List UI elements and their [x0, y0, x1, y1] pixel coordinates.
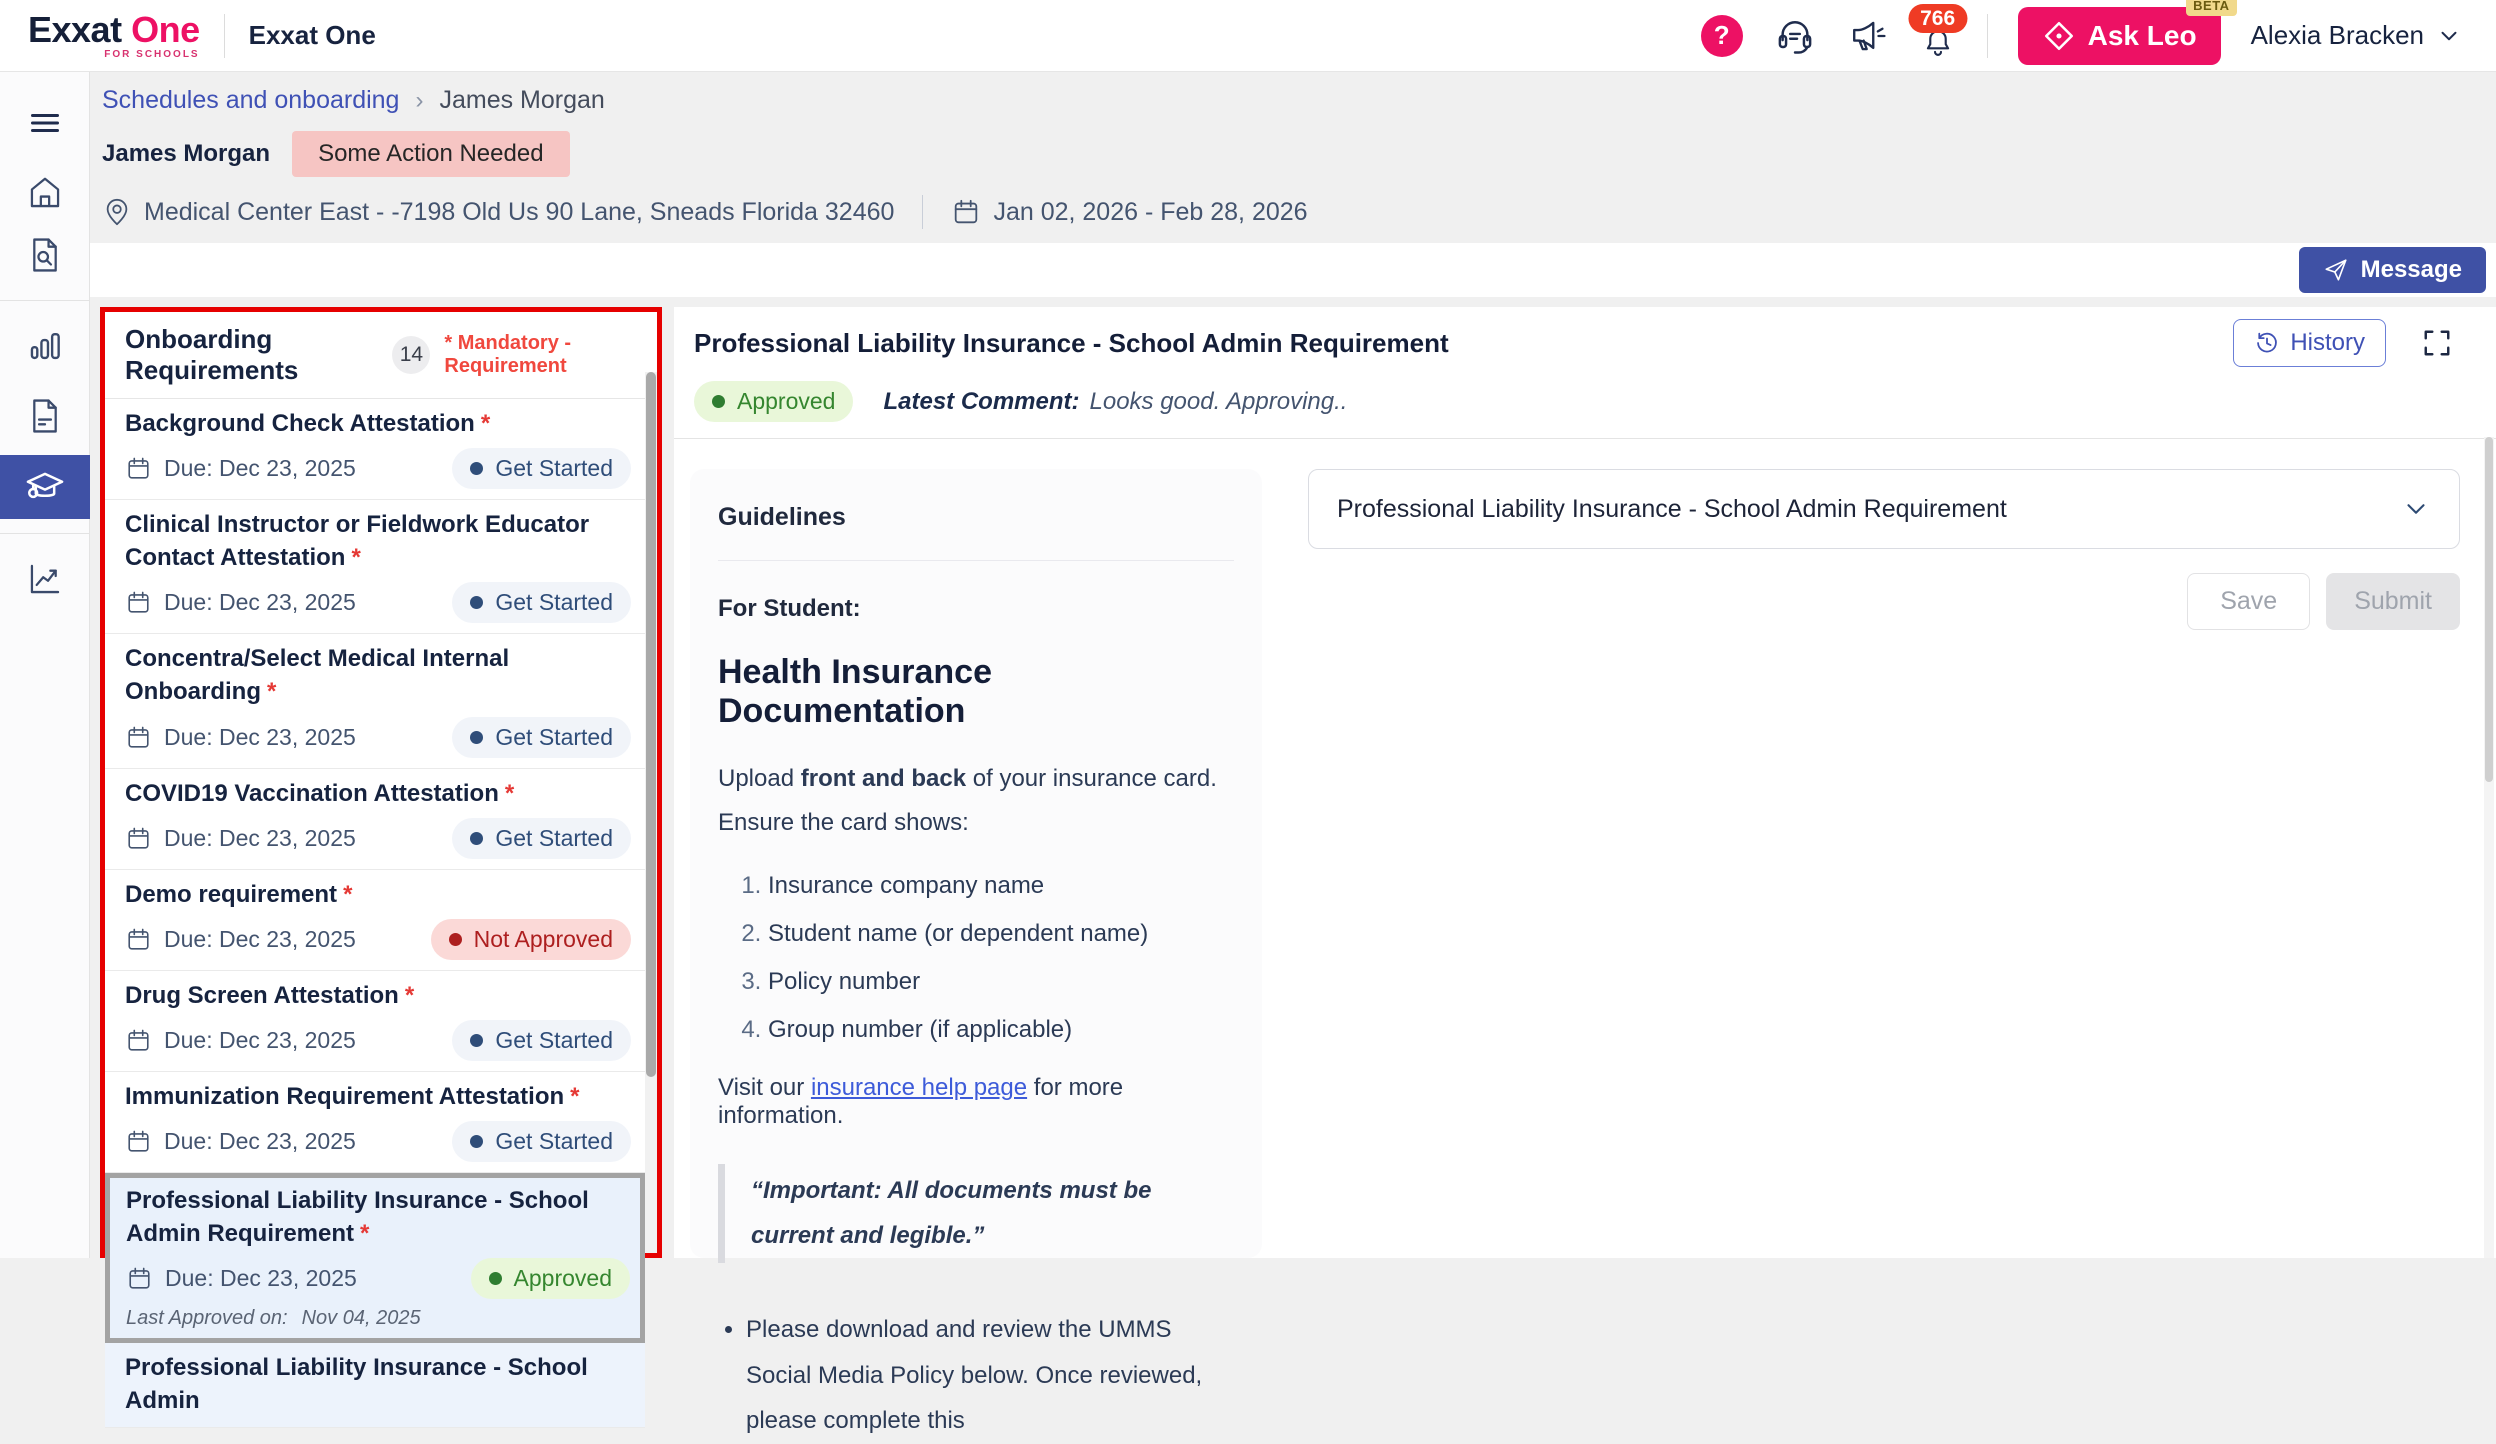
nav-reports-icon[interactable]	[0, 548, 90, 610]
mandatory-asterisk: *	[504, 779, 515, 807]
save-button[interactable]: Save	[2187, 573, 2310, 630]
due-row	[125, 1020, 631, 1061]
history-icon	[2254, 330, 2280, 356]
calendar-icon	[125, 926, 152, 953]
message-bar	[90, 243, 2496, 297]
user-name: Alexia Bracken	[2250, 20, 2424, 50]
requirements-count-badge: 14	[392, 336, 430, 374]
chevron-down-icon	[2401, 494, 2431, 524]
detail-scrollbar[interactable]	[2484, 437, 2494, 1258]
status-badge	[452, 818, 631, 859]
status-badge	[452, 1121, 631, 1162]
ask-leo-logo-icon	[2042, 19, 2076, 53]
message-button[interactable]: Message	[2299, 247, 2486, 293]
checklist-item: 1. Insurance company name	[768, 872, 1228, 900]
requirement-list-item[interactable]	[105, 1173, 645, 1343]
requirements-scrollbar[interactable]	[645, 372, 657, 1253]
mandatory-asterisk: *	[570, 1082, 580, 1110]
due-date: Due: Dec 23, 2025	[164, 925, 356, 952]
breadcrumb	[90, 72, 2496, 121]
detail-status-badge: Approved	[694, 381, 853, 422]
meta-divider	[922, 195, 923, 229]
status-label: Get Started	[495, 723, 613, 750]
breadcrumb-separator: ›	[415, 86, 424, 114]
status-label: Get Started	[495, 455, 613, 482]
logo-one: One	[131, 8, 200, 50]
rail-divider	[0, 533, 90, 534]
scrollbar-thumb[interactable]	[2485, 437, 2493, 782]
requirement-title: Professional Liability Insurance - School Admin	[125, 1354, 588, 1415]
status-label: Get Started	[495, 1127, 613, 1154]
calendar-icon	[951, 197, 981, 227]
requirement-list-item[interactable]	[105, 500, 645, 634]
guidelines-checklist	[768, 872, 1228, 1044]
guidelines-quote: “Important: All documents must be current and legible.”	[718, 1164, 1188, 1263]
status-dot	[470, 1135, 483, 1148]
due-row	[125, 818, 631, 859]
due-row	[125, 1121, 631, 1162]
due-date: Due: Dec 23, 2025	[164, 1127, 356, 1154]
history-button[interactable]: History	[2233, 319, 2386, 367]
topbar	[0, 0, 2496, 72]
nav-analytics-icon[interactable]	[0, 315, 90, 377]
location-pin-icon	[102, 197, 132, 227]
status-dot	[449, 933, 462, 946]
guidelines-header: Guidelines	[718, 503, 846, 531]
requirement-list-item[interactable]	[105, 769, 645, 870]
beta-badge: BETA	[2186, 0, 2236, 16]
calendar-icon	[125, 1027, 152, 1054]
requirement-title: Drug Screen Attestation	[125, 981, 399, 1009]
status-label: Get Started	[495, 824, 613, 851]
announcements-megaphone-icon[interactable]	[1847, 15, 1889, 57]
due-date: Due: Dec 23, 2025	[164, 1026, 356, 1053]
due-date: Due: Dec 23, 2025	[164, 723, 356, 750]
due-row	[125, 919, 631, 960]
due-row	[125, 717, 631, 758]
requirement-title: Concentra/Select Medical Internal Onboarding	[125, 645, 510, 706]
requirements-panel-title: Onboarding Requirements	[125, 324, 299, 385]
mandatory-asterisk: *	[480, 410, 491, 437]
rail-divider	[0, 300, 90, 301]
due-date: Due: Dec 23, 2025	[165, 1265, 357, 1292]
status-badge	[452, 448, 631, 489]
requirement-title: Clinical Instructor or Fieldwork Educator Contact Attestation	[125, 511, 590, 572]
checklist-item: 3. Policy number	[768, 968, 1228, 996]
support-headset-icon[interactable]	[1773, 14, 1817, 58]
requirement-title: COVID19 Vaccination Attestation	[125, 779, 499, 807]
help-icon[interactable]: ?	[1701, 15, 1743, 57]
nav-schedules-onboarding-icon[interactable]	[0, 455, 90, 519]
requirements-list	[105, 399, 657, 1428]
mandatory-asterisk: *	[360, 1220, 370, 1248]
guidelines-audience: For Student:	[718, 595, 861, 622]
site-address: Medical Center East - -7198 Old Us 90 Lane, Sneads Florida 32460	[144, 197, 895, 226]
nav-document-search-icon[interactable]	[0, 224, 90, 286]
requirement-title: Background Check Attestation	[125, 410, 475, 437]
status-badge	[431, 919, 631, 960]
user-menu[interactable]	[2251, 20, 2462, 51]
mandatory-asterisk: *	[343, 880, 353, 908]
status-dot	[470, 596, 483, 609]
calendar-icon	[125, 455, 152, 482]
latest-comment: Latest Comment: Looks good. Approving..	[883, 387, 1348, 415]
status-dot	[712, 395, 725, 408]
calendar-icon	[125, 1128, 152, 1155]
status-badge	[452, 717, 631, 758]
status-label: Get Started	[495, 589, 613, 616]
calendar-icon	[125, 724, 152, 751]
due-row	[125, 582, 631, 623]
guidelines-heading: Health Insurance Documentation	[718, 653, 992, 730]
nav-home-icon[interactable]	[0, 162, 90, 224]
guidelines-note: • Please download and review the UMMS Social Media Policy below. Once reviewed, please complete this	[746, 1307, 1234, 1444]
due-date: Due: Dec 23, 2025	[164, 824, 356, 851]
status-badge	[452, 582, 631, 623]
status-dot	[489, 1272, 502, 1285]
status-dot	[470, 1034, 483, 1047]
main-content	[90, 72, 2496, 1435]
calendar-icon	[126, 1265, 153, 1292]
scrollbar-thumb[interactable]	[646, 372, 656, 1077]
due-row	[125, 448, 631, 489]
onboarding-requirements-panel	[100, 307, 662, 1415]
due-date: Due: Dec 23, 2025	[164, 455, 356, 482]
submission-form-area	[1308, 469, 2460, 1258]
divider	[718, 560, 1234, 561]
requirement-detail-title: Professional Liability Insurance - School Admin Requirement	[694, 327, 1449, 358]
due-row	[126, 1258, 630, 1299]
guidelines-intro: Upload front and back of your insurance card. Ensure the card shows:	[718, 765, 1217, 837]
status-dot	[470, 731, 483, 744]
insurance-help-link[interactable]: insurance help page	[810, 1073, 1028, 1101]
due-date: Due: Dec 23, 2025	[164, 589, 356, 616]
mandatory-asterisk: *	[351, 544, 361, 572]
breadcrumb-schedules-link[interactable]: Schedules and onboarding	[102, 86, 400, 114]
exxat-logo[interactable]	[28, 8, 200, 60]
nav-documents-icon[interactable]	[0, 385, 90, 447]
ask-leo-label: Ask Leo	[2087, 19, 2197, 51]
requirement-list-item[interactable]	[105, 1343, 645, 1428]
guidelines-help-line: Visit our insurance help page for more information.	[718, 1073, 1124, 1129]
expand-fullscreen-icon[interactable]	[2422, 328, 2452, 358]
chevron-down-icon	[2436, 23, 2462, 49]
action-needed-banner: Some Action Needed	[292, 131, 569, 177]
status-badge	[452, 1020, 631, 1061]
send-icon	[2323, 257, 2349, 283]
student-name: James Morgan	[102, 140, 271, 167]
requirement-list-item[interactable]	[105, 634, 645, 768]
status-dot	[470, 832, 483, 845]
status-label: Not Approved	[473, 925, 613, 952]
hamburger-menu-icon[interactable]	[0, 92, 90, 154]
requirement-title: Demo requirement	[125, 880, 338, 908]
submit-button[interactable]: Submit	[2326, 573, 2460, 630]
accordion-title: Professional Liability Insurance - School Admin Requirement	[1337, 494, 2007, 523]
app-name: Exxat One	[248, 20, 376, 50]
requirement-detail-panel	[674, 307, 2496, 1435]
requirement-list-item[interactable]	[105, 870, 645, 971]
logo-exxat: Exxat	[28, 8, 122, 50]
status-dot	[470, 462, 483, 475]
mandatory-asterisk: *	[404, 981, 415, 1009]
mandatory-legend: * Mandatory - Requirement	[444, 332, 572, 377]
requirement-list-item[interactable]	[105, 1072, 645, 1173]
checklist-item: 2. Student name (or dependent name)	[768, 920, 1228, 948]
checklist-item: 4. Group number (if applicable)	[768, 1016, 1228, 1044]
requirement-title: Immunization Requirement Attestation	[125, 1082, 565, 1110]
notification-count-badge: 766	[1908, 4, 1967, 33]
guidelines-card	[690, 469, 1262, 1435]
breadcrumb-current: James Morgan	[439, 86, 605, 114]
mandatory-asterisk: *	[266, 678, 277, 706]
status-label: Get Started	[495, 1026, 613, 1053]
logo-tagline: FOR SCHOOLS	[104, 48, 200, 60]
last-approved: Last Approved on: Nov 04, 2025	[126, 1307, 421, 1330]
requirement-accordion[interactable]	[1308, 469, 2460, 549]
requirement-title: Professional Liability Insurance - School Admin Requirement	[126, 1186, 589, 1248]
status-label: Approved	[513, 1265, 612, 1292]
requirement-list-item[interactable]	[105, 399, 645, 500]
requirement-list-item[interactable]	[105, 971, 645, 1072]
notifications-bell-icon[interactable]	[1919, 6, 1957, 62]
rotation-date-range: Jan 02, 2026 - Feb 28, 2026	[993, 197, 1308, 226]
calendar-icon	[125, 825, 152, 852]
ask-leo-button[interactable]	[2018, 0, 2230, 65]
calendar-icon	[125, 589, 152, 616]
status-badge	[471, 1258, 630, 1299]
topbar-divider	[1987, 14, 1988, 58]
left-nav-rail	[0, 72, 90, 1258]
topbar-divider	[224, 14, 225, 58]
